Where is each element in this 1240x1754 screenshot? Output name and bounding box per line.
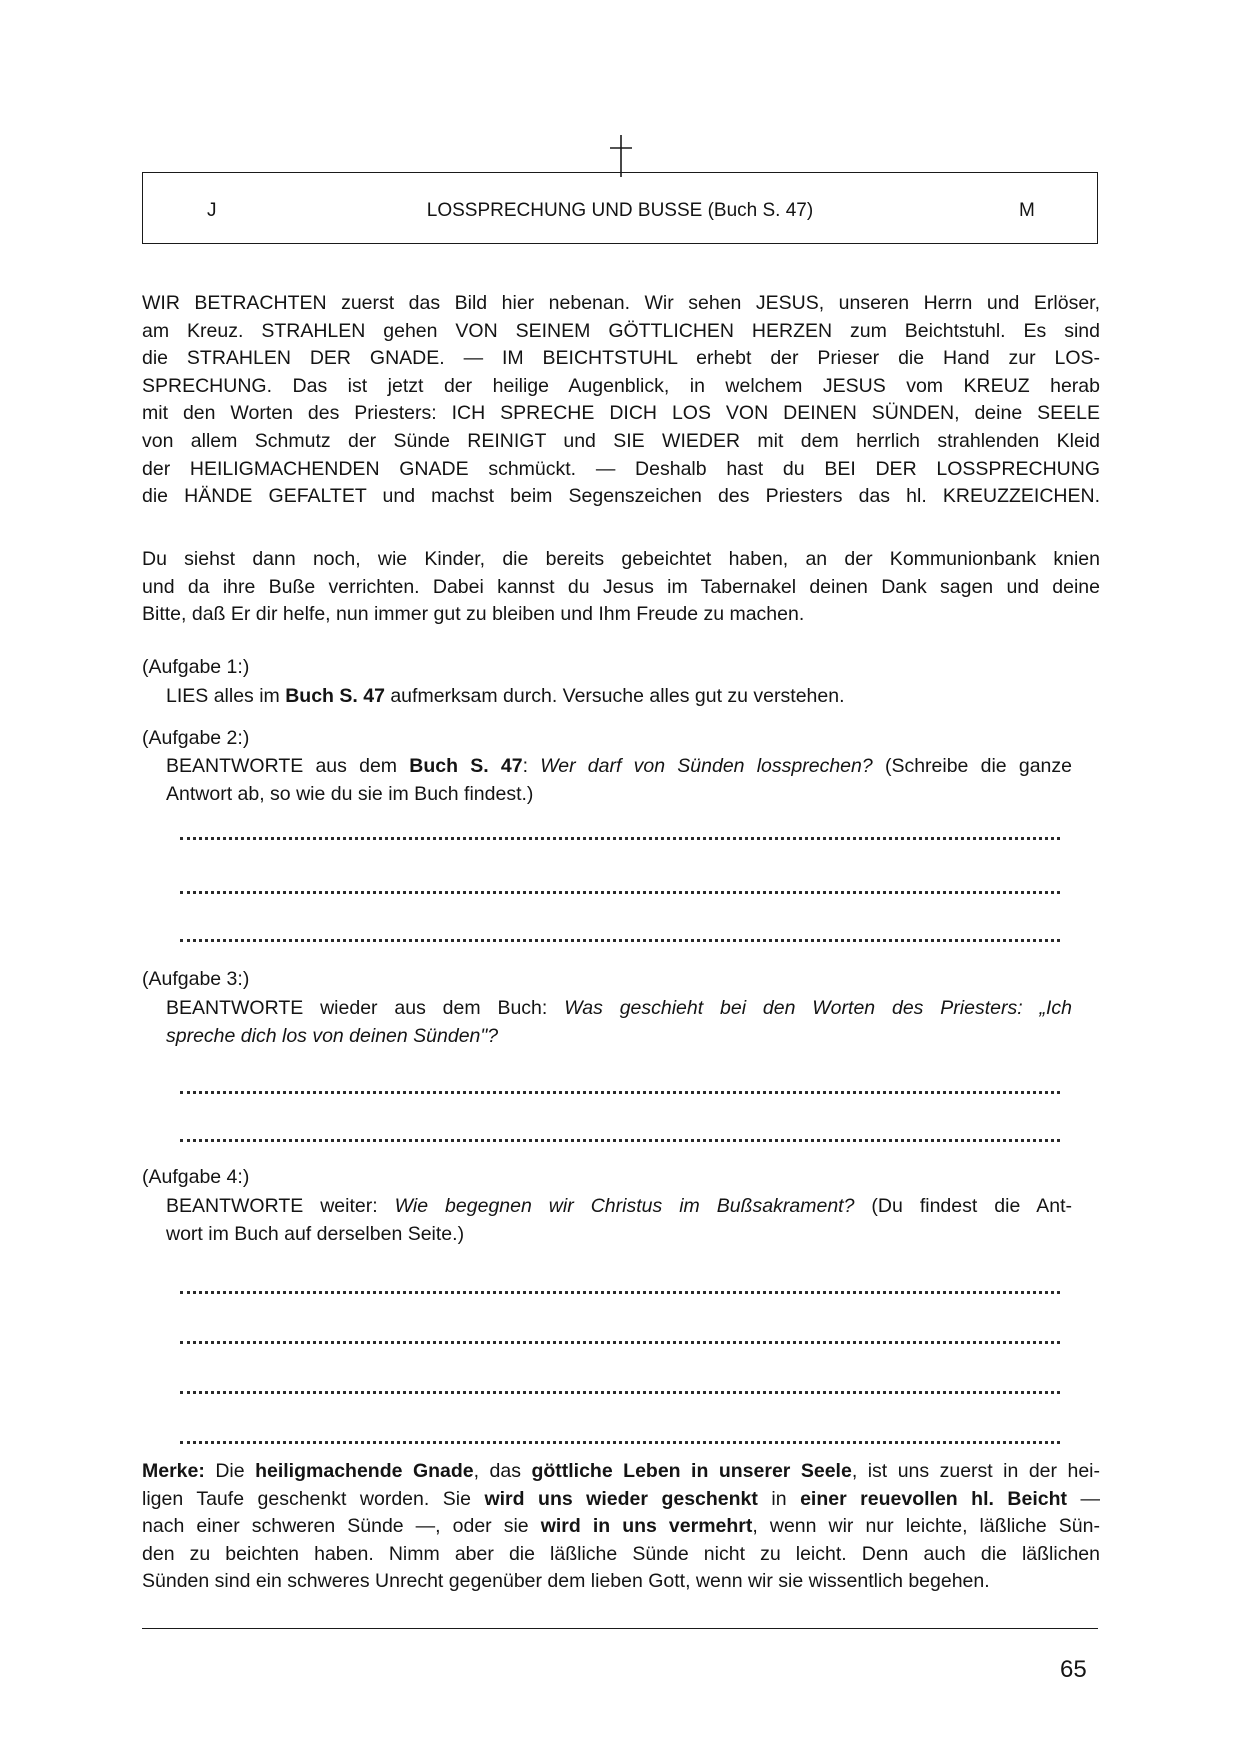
task-text-part: (Du findest die Ant- (854, 1195, 1072, 1217)
intro-line: die STRAHLEN DER GNADE. — IM BEICHTSTUHL erhebt der Prieser die Hand zur LOS- (142, 347, 1100, 370)
task-2-label: (Aufgabe 2:) (142, 727, 250, 749)
task-text-part: aufmerksam durch. Versuche alles gut zu verstehen. (384, 685, 845, 707)
intro-line: die HÄNDE GEFALTET und machst beim Segenszeichen des Priesters das hl. KREUZZEICHEN. (142, 485, 1100, 508)
task-4-text (166, 1193, 1072, 1248)
merke-text: , wenn wir nur leichte, läßliche Sün- (752, 1515, 1100, 1538)
intro-line: mit den Worten des Priesters: ICH SPRECHE DICH LOS VON DEINEN SÜNDEN, deine SEELE (142, 402, 1100, 425)
intro-paragraph (142, 290, 1100, 511)
merke-text: Die (204, 1460, 256, 1482)
task-text-part: BEANTWORTE weiter: (166, 1195, 395, 1217)
intro-line: am Kreuz. STRAHLEN gehen VON SEINEM GÖTTLICHEN HERZEN zum Beichtstuhl. Es sind (142, 319, 1100, 342)
intro-line: der HEILIGMACHENDEN GNADE schmückt. — Deshalb hast du BEI DER LOSSPRECHUNG (142, 457, 1100, 480)
task-text-bold: Buch S. 47 (409, 755, 523, 777)
task-text-part: BEANTWORTE aus dem (166, 755, 410, 777)
task-4-label: (Aufgabe 4:) (142, 1166, 250, 1188)
second-line: Du siehst dann noch, wie Kinder, die bereits gebeichtet haben, an der Kommunionbank knien (142, 548, 1100, 570)
header-right-letter: M (1019, 200, 1035, 221)
task-question: Wie begegnen wir Christus im Bußsakrament? (394, 1195, 855, 1217)
second-paragraph (142, 546, 1100, 629)
cross-icon (606, 135, 636, 177)
merke-bold: wird in uns vermehrt (540, 1515, 753, 1538)
merke-text: — (1067, 1487, 1101, 1510)
answer-line[interactable] (180, 1438, 1060, 1444)
task-text-bold: Buch S. 47 (285, 685, 385, 707)
answer-line[interactable] (180, 1388, 1060, 1394)
merke-text: Sünden sind ein schweres Unrecht gegenüber dem lieben Gott, wenn wir sie wissentlich begehen. (142, 1570, 990, 1593)
merke-text: , das (473, 1460, 532, 1482)
task-1-text (166, 683, 1072, 711)
task-2-text (166, 753, 1072, 808)
task-question: Wer darf von Sünden lossprechen? (540, 755, 873, 777)
footer-divider (142, 1628, 1098, 1629)
header-left-letter: J (207, 200, 217, 221)
task-text-part: wort im Buch auf derselben Seite.) (166, 1222, 465, 1245)
task-3-text (166, 995, 1072, 1050)
intro-line: von allem Schmutz der Sünde REINIGT und SIE WIEDER mit dem herrlich strahlenden Kleid (142, 429, 1100, 452)
merke-bold: heiligmachende Gnade (255, 1460, 474, 1482)
intro-line: SPRECHUNG. Das ist jetzt der heilige Augenblick, in welchem JESUS vom KREUZ herab (142, 374, 1100, 397)
task-text-part: BEANTWORTE wieder aus dem Buch: (166, 997, 565, 1019)
answer-line[interactable] (180, 1088, 1060, 1094)
merke-label: Merke: (142, 1460, 205, 1482)
task-text-part: LIES alles im (166, 685, 286, 707)
merke-text: den zu beichten haben. Nimm aber die läßliche Sünde nicht zu leicht. Denn auch die läßlichen (142, 1542, 1100, 1565)
answer-line[interactable] (180, 888, 1060, 894)
answer-line[interactable] (180, 936, 1060, 942)
merke-text: in (757, 1487, 801, 1510)
task-question: Was geschieht bei den Worten des Priesters: „Ich (564, 997, 1072, 1019)
task-text-part: : (522, 755, 541, 777)
answer-line[interactable] (180, 1136, 1060, 1142)
merke-bold: wird uns wieder geschenkt (484, 1487, 758, 1510)
second-line: und da ihre Buße verrichten. Dabei kannst du Jesus im Tabernakel deinen Dank sagen und deine (142, 575, 1100, 598)
task-text-part: (Schreibe die ganze (872, 755, 1072, 777)
merke-text: , ist uns zuerst in der hei- (851, 1460, 1100, 1482)
merke-bold: einer reuevollen hl. Beicht (800, 1487, 1068, 1510)
answer-line[interactable] (180, 1288, 1060, 1294)
task-question: spreche dich los von deinen Sünden"? (166, 1024, 499, 1047)
task-1-label: (Aufgabe 1:) (142, 656, 250, 678)
answer-line[interactable] (180, 1338, 1060, 1344)
answer-line[interactable] (180, 834, 1060, 840)
merke-bold: göttliche Leben in unserer Seele (531, 1460, 852, 1482)
page-number: 65 (1060, 1656, 1087, 1683)
merke-text: nach einer schweren Sünde —, oder sie (142, 1515, 541, 1538)
intro-line: WIR BETRACHTEN zuerst das Bild hier nebenan. Wir sehen JESUS, unseren Herrn und Erlöser, (142, 292, 1100, 314)
page-title: LOSSPRECHUNG UND BUSSE (Buch S. 47) (426, 200, 814, 221)
merke-note (142, 1458, 1100, 1596)
task-text-part: Antwort ab, so wie du sie im Buch findest.) (166, 782, 534, 805)
header-box (142, 172, 1098, 244)
task-3-label: (Aufgabe 3:) (142, 968, 250, 990)
second-line: Bitte, daß Er dir helfe, nun immer gut zu bleiben und Ihm Freude zu machen. (142, 603, 805, 626)
merke-text: ligen Taufe geschenkt worden. Sie (142, 1487, 485, 1510)
